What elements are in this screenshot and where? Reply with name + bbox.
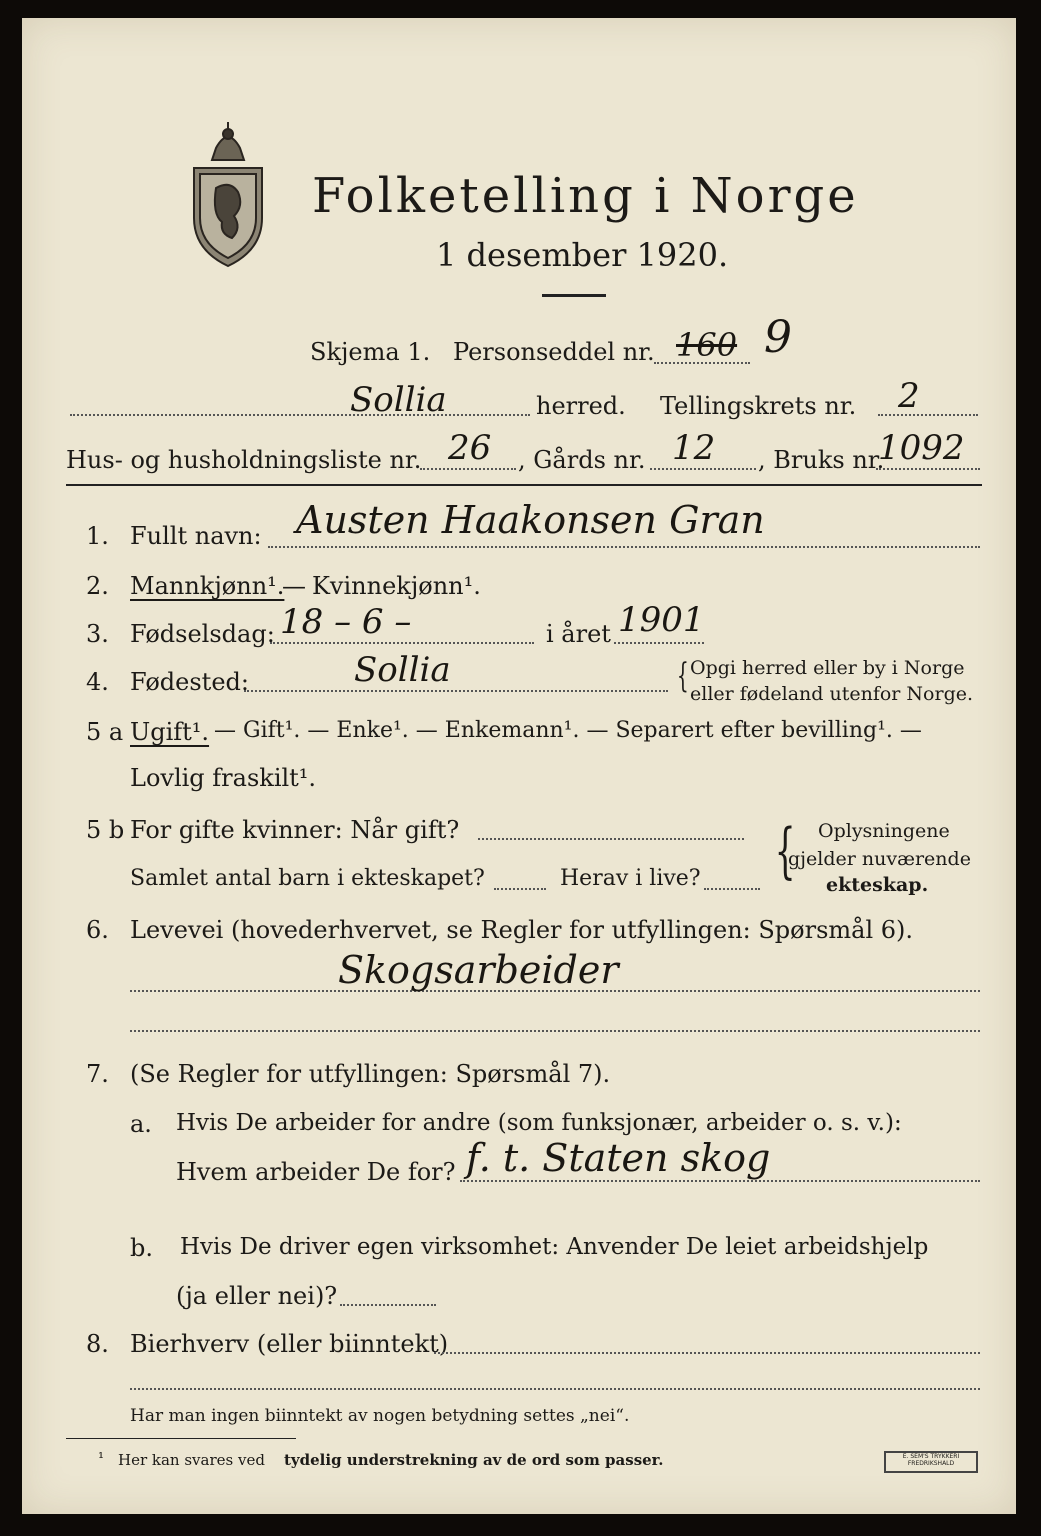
herred-label: herred. [536, 392, 626, 420]
gards-value[interactable]: 12 [672, 428, 716, 468]
q4-value[interactable]: Sollia [354, 650, 451, 690]
q3-value[interactable]: 18 – 6 – [280, 602, 412, 642]
q6-label: Levevei (hovederhvervet, se Regler for utfyllingen: Spørsmål 6). [130, 916, 914, 944]
q5b-note-line2: gjelder nuværende [788, 848, 971, 870]
q7a-value[interactable]: f. t. Staten skog [466, 1136, 771, 1180]
footnote-mark: ¹ [98, 1449, 105, 1467]
footer-note: Har man ingen biinntekt av nogen betydning settes „nei“. [130, 1406, 630, 1426]
q4-number: 4. [86, 668, 109, 696]
q5a-fraskilt-option[interactable]: Lovlig fraskilt¹. [130, 764, 317, 792]
coat-of-arms-emblem [186, 118, 270, 268]
q2-female-option[interactable]: Kvinnekjønn¹. [312, 572, 481, 600]
personseddel-value[interactable]: 160 [676, 326, 738, 364]
herred-value[interactable]: Sollia [350, 380, 447, 420]
q8-line1 [434, 1352, 980, 1354]
q3-number: 3. [86, 620, 109, 648]
q5b-children-label: Samlet antal barn i ekteskapet? [130, 866, 485, 891]
q4-brace: { [676, 656, 689, 696]
q7a-question: Hvem arbeider De for? [176, 1158, 456, 1186]
q6-value[interactable]: Skogsarbeider [338, 948, 619, 992]
q4-label: Fødested: [130, 668, 249, 696]
personseddel-extra[interactable]: 9 [764, 312, 792, 363]
q8-number: 8. [86, 1330, 109, 1358]
q3-year-value[interactable]: 1901 [618, 600, 705, 640]
q7a-label: Hvis De arbeider for andre (som funksjonær, arbeider o. s. v.): [176, 1110, 902, 1136]
tellingskrets-label: Tellingskrets nr. [660, 392, 857, 420]
q3-label: Fødselsdag: [130, 620, 275, 648]
husliste-value[interactable]: 26 [448, 428, 492, 468]
gards-line [650, 468, 756, 470]
q7a-number: a. [130, 1110, 152, 1138]
bruks-label: , Bruks nr. [758, 446, 885, 474]
husliste-line [420, 468, 516, 470]
q4-note-line2: eller fødeland utenfor Norge. [690, 683, 974, 705]
q3-line [270, 642, 534, 644]
q7-label: (Se Regler for utfyllingen: Spørsmål 7). [130, 1060, 611, 1088]
q5b-married-line [478, 838, 744, 840]
q5a-ugift-option[interactable]: Ugift¹. [130, 718, 210, 746]
husliste-label: Hus- og husholdningsliste nr. [66, 446, 422, 474]
footnote-text: Her kan svares ved [118, 1451, 265, 1469]
q5b-number: 5 b [86, 816, 125, 844]
q2-separator: — [282, 572, 306, 600]
q6-number: 6. [86, 916, 109, 944]
q7-number: 7. [86, 1060, 109, 1088]
q5b-children-line [494, 888, 546, 890]
printer-stamp: E. SEM'S TRYKKERI FREDRIKSHALD [884, 1451, 978, 1473]
q4-note-line1: Opgi herred eller by i Norge [690, 657, 965, 679]
herred-line [70, 414, 530, 416]
q2-male-option[interactable]: Mannkjønn¹. [130, 572, 285, 600]
footnote-divider [66, 1438, 296, 1439]
tellingskrets-line [878, 414, 978, 416]
q5b-married-label: For gifte kvinner: Når gift? [130, 816, 460, 844]
form-title: Folketelling i Norge [312, 168, 859, 224]
q3-year-line [614, 642, 704, 644]
q7b-line [340, 1304, 436, 1306]
q4-line [244, 690, 668, 692]
q7b-number: b. [130, 1234, 153, 1262]
skjema-label: Skjema 1. [310, 338, 431, 366]
title-divider [542, 294, 606, 297]
q5a-number: 5 a [86, 718, 124, 746]
q5b-brace: { [774, 816, 796, 886]
q5b-alive-line [704, 888, 760, 890]
form-subtitle: 1 desember 1920. [436, 236, 729, 274]
q3-year-label: i året [546, 620, 611, 648]
q1-number: 1. [86, 522, 109, 550]
q8-label: Bierhverv (eller biinntekt) [130, 1330, 449, 1358]
q7b-question: (ja eller nei)? [176, 1282, 338, 1310]
q1-line [268, 546, 980, 548]
q7b-label: Hvis De driver egen virksomhet: Anvender De leiet arbeidshjelp [180, 1234, 929, 1260]
q5b-alive-label: Herav i live? [560, 866, 701, 891]
q6-line2 [130, 1030, 980, 1032]
q8-line2 [130, 1388, 980, 1390]
header-divider [66, 484, 982, 486]
q7a-line [460, 1180, 980, 1182]
q5b-note-line3: ekteskap. [826, 874, 929, 896]
tellingskrets-value[interactable]: 2 [898, 376, 920, 416]
q1-label: Fullt navn: [130, 522, 262, 550]
footnote-emphasis: tydelig understrekning av de ord som passer. [284, 1451, 664, 1469]
bruks-line [876, 468, 980, 470]
q5a-other-options[interactable]: — Gift¹. — Enke¹. — Enkemann¹. — Separert efter bevilling¹. — [214, 718, 922, 743]
q5b-note-line1: Oplysningene [818, 820, 950, 842]
personseddel-label: Personseddel nr. [453, 338, 655, 366]
gards-label: , Gårds nr. [518, 446, 646, 474]
q2-number: 2. [86, 572, 109, 600]
bruks-value[interactable]: 1092 [878, 428, 965, 468]
q1-value[interactable]: Austen Haakonsen Gran [296, 498, 765, 542]
